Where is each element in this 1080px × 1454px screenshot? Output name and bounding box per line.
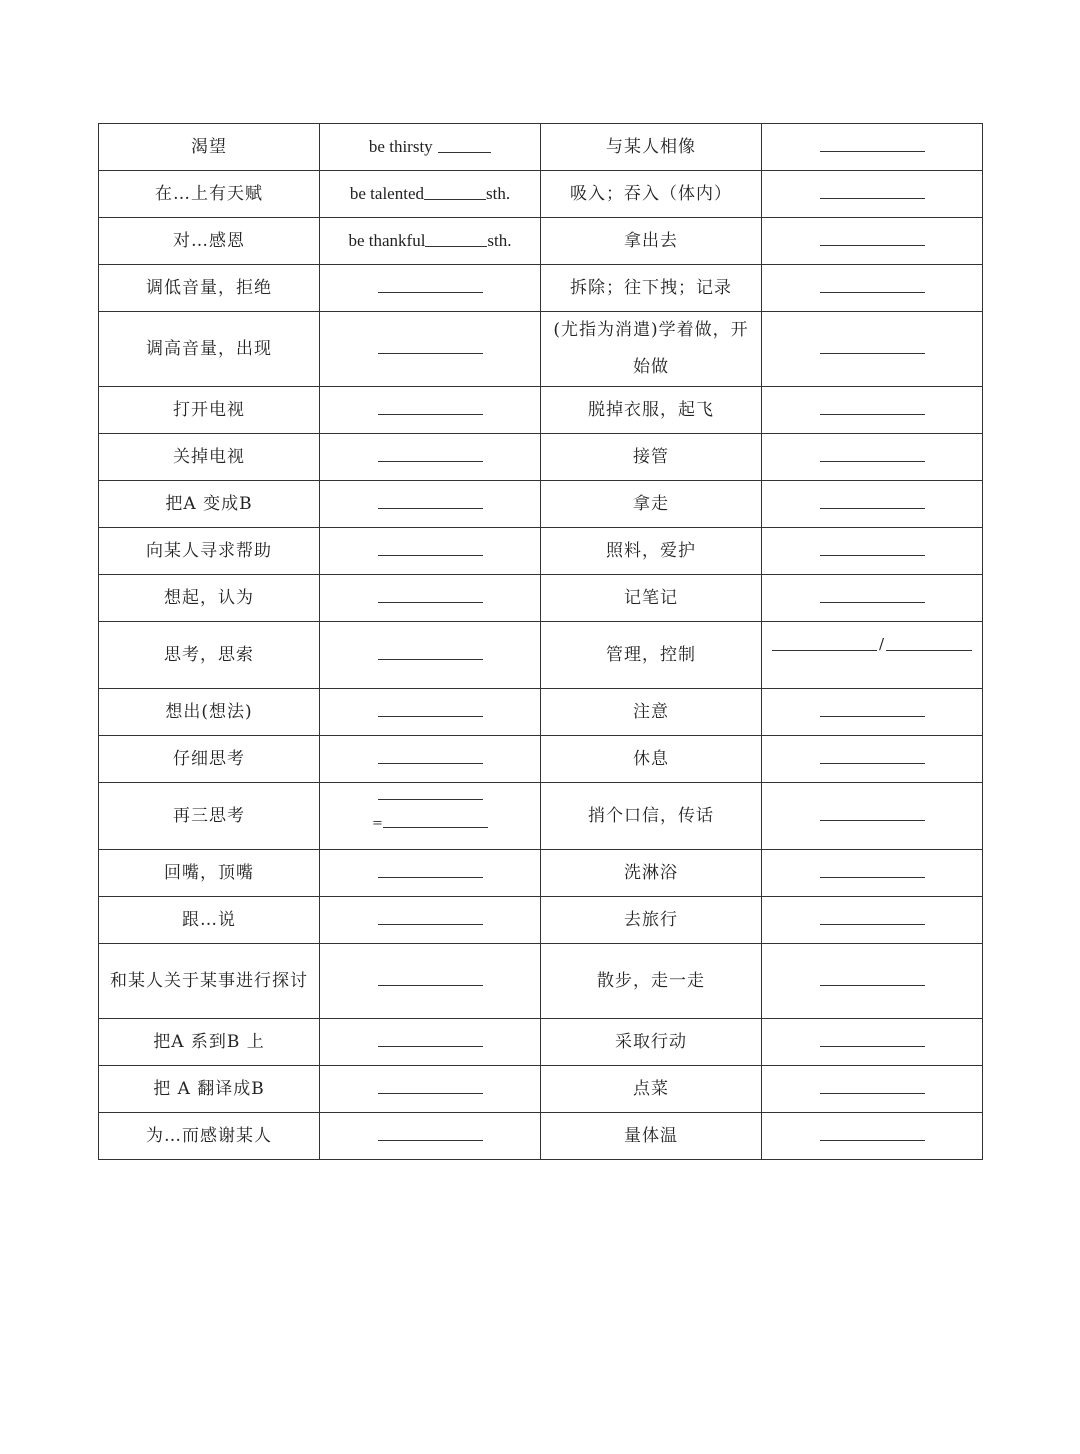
answer-cell (762, 622, 983, 689)
answer-blank[interactable] (378, 984, 483, 986)
answer-blank[interactable] (378, 291, 483, 293)
phrase-suffix: sth. (486, 184, 511, 203)
answer-blank[interactable] (378, 876, 483, 878)
answer-cell (320, 265, 541, 312)
table-row (99, 265, 983, 312)
chinese-meaning: 拿走 (541, 481, 762, 528)
phrase-text: be thirsty (368, 137, 433, 156)
phrase-text: be talented (349, 184, 424, 203)
vocabulary-table (98, 123, 983, 1160)
chinese-meaning: 去旅行 (541, 897, 762, 944)
chinese-meaning: 为…而感谢某人 (99, 1113, 320, 1160)
table-row (99, 1113, 983, 1160)
answer-blank[interactable] (820, 291, 925, 293)
answer-cell (762, 528, 983, 575)
chinese-meaning: 照料，爱护 (541, 528, 762, 575)
answer-cell (320, 736, 541, 783)
answer-blank[interactable] (820, 923, 925, 925)
table-row (99, 575, 983, 622)
answer-blank[interactable] (820, 197, 925, 199)
answer-blank[interactable] (378, 1045, 483, 1047)
chinese-meaning: 调高音量，出现 (99, 312, 320, 387)
answer-blank[interactable] (820, 1092, 925, 1094)
chinese-meaning: 关掉电视 (99, 434, 320, 481)
answer-cell (762, 850, 983, 897)
chinese-meaning: 注意 (541, 689, 762, 736)
chinese-meaning: 再三思考 (99, 783, 320, 850)
answer-blank[interactable] (820, 715, 925, 717)
table-row (99, 897, 983, 944)
table-row (99, 944, 983, 1019)
chinese-meaning: 量体温 (541, 1113, 762, 1160)
answer-blank[interactable] (424, 198, 486, 200)
answer-blank[interactable] (820, 1139, 925, 1141)
answer-cell (320, 850, 541, 897)
chinese-meaning: 调低音量，拒绝 (99, 265, 320, 312)
table-row (99, 622, 983, 689)
answer-blank[interactable] (378, 460, 483, 462)
chinese-meaning: 在…上有天赋 (99, 171, 320, 218)
answer-cell (320, 481, 541, 528)
equals-sign: = (372, 816, 383, 831)
chinese-meaning: 点菜 (541, 1066, 762, 1113)
answer-blank[interactable] (820, 244, 925, 246)
answer-cell (320, 434, 541, 481)
chinese-meaning: 把A 系到B 上 (99, 1019, 320, 1066)
table-row (99, 1019, 983, 1066)
answer-cell (320, 689, 541, 736)
english-phrase-cell (320, 171, 541, 218)
answer-cell (762, 312, 983, 387)
answer-cell (762, 736, 983, 783)
table-row (99, 434, 983, 481)
table-row (99, 481, 983, 528)
answer-blank[interactable] (378, 798, 483, 800)
chinese-meaning: 接管 (541, 434, 762, 481)
answer-blank[interactable] (820, 984, 925, 986)
chinese-meaning: 对…感恩 (99, 218, 320, 265)
english-phrase-cell (320, 218, 541, 265)
table-row (99, 387, 983, 434)
answer-blank[interactable] (772, 649, 877, 651)
answer-blank[interactable] (378, 413, 483, 415)
chinese-meaning: 想起，认为 (99, 575, 320, 622)
table-row (99, 736, 983, 783)
answer-cell (762, 218, 983, 265)
answer-blank[interactable] (820, 507, 925, 509)
chinese-meaning: 把 A 翻译成B (99, 1066, 320, 1113)
chinese-meaning: 和某人关于某事进行探讨 (99, 944, 320, 1019)
chinese-meaning: 吸入；吞入（体内） (541, 171, 762, 218)
chinese-meaning: 管理，控制 (541, 622, 762, 689)
chinese-meaning: 散步，走一走 (541, 944, 762, 1019)
chinese-meaning: 仔细思考 (99, 736, 320, 783)
chinese-meaning: 与某人相像 (541, 124, 762, 171)
answer-blank[interactable] (820, 1045, 925, 1047)
chinese-meaning: 脱掉衣服，起飞 (541, 387, 762, 434)
chinese-meaning: 渴望 (99, 124, 320, 171)
answer-cell (320, 897, 541, 944)
answer-blank[interactable] (886, 649, 972, 651)
table-row (99, 124, 983, 171)
chinese-meaning: 思考，思索 (99, 622, 320, 689)
answer-blank[interactable] (820, 819, 925, 821)
answer-blank[interactable] (378, 507, 483, 509)
answer-blank[interactable] (820, 150, 925, 152)
answer-cell (762, 481, 983, 528)
chinese-meaning: 想出(想法) (99, 689, 320, 736)
phrase-suffix: sth. (487, 231, 512, 250)
answer-blank[interactable] (820, 460, 925, 462)
answer-cell (762, 124, 983, 171)
answer-blank[interactable] (378, 352, 483, 354)
answer-cell (762, 387, 983, 434)
answer-blank[interactable] (378, 554, 483, 556)
table-row (99, 171, 983, 218)
answer-blank[interactable] (820, 762, 925, 764)
answer-blank[interactable] (378, 601, 483, 603)
answer-cell (762, 783, 983, 850)
double-answer (768, 637, 976, 651)
answer-cell (762, 897, 983, 944)
answer-blank[interactable] (378, 1092, 483, 1094)
chinese-meaning: 回嘴，顶嘴 (99, 850, 320, 897)
answer-cell (320, 387, 541, 434)
chinese-meaning: 拆除；往下拽；记录 (541, 265, 762, 312)
answer-cell (320, 783, 541, 850)
answer-blank[interactable] (820, 352, 925, 354)
answer-cell (320, 944, 541, 1019)
equals-line (372, 804, 488, 842)
answer-cell (762, 1066, 983, 1113)
table-row (99, 218, 983, 265)
table-row (99, 783, 983, 850)
answer-cell (762, 171, 983, 218)
chinese-meaning: 向某人寻求帮助 (99, 528, 320, 575)
chinese-meaning: 洗淋浴 (541, 850, 762, 897)
english-phrase-cell (320, 124, 541, 171)
answer-blank[interactable] (383, 826, 488, 828)
answer-blank[interactable] (425, 245, 487, 247)
answer-cell (762, 1019, 983, 1066)
answer-cell (762, 689, 983, 736)
answer-cell (762, 575, 983, 622)
slash-separator: / (878, 635, 885, 653)
answer-blank[interactable] (378, 923, 483, 925)
answer-cell (320, 622, 541, 689)
chinese-meaning: 采取行动 (541, 1019, 762, 1066)
answer-cell (762, 944, 983, 1019)
chinese-meaning: (尤指为消遣)学着做，开始做 (541, 312, 762, 387)
table-row (99, 528, 983, 575)
answer-cell (762, 434, 983, 481)
answer-blank[interactable] (820, 554, 925, 556)
chinese-meaning: 把A 变成B (99, 481, 320, 528)
answer-blank[interactable] (820, 876, 925, 878)
chinese-meaning: 记笔记 (541, 575, 762, 622)
chinese-meaning: 捎个口信，传话 (541, 783, 762, 850)
answer-cell (320, 1019, 541, 1066)
answer-cell (762, 265, 983, 312)
answer-cell (320, 575, 541, 622)
answer-blank[interactable] (378, 715, 483, 717)
answer-blank[interactable] (438, 151, 491, 153)
answer-blank[interactable] (820, 601, 925, 603)
table-row (99, 1066, 983, 1113)
answer-cell (320, 1113, 541, 1160)
chinese-meaning: 跟…说 (99, 897, 320, 944)
double-answer (326, 790, 534, 842)
table-row (99, 850, 983, 897)
answer-cell (320, 312, 541, 387)
answer-cell (320, 1066, 541, 1113)
answer-blank[interactable] (378, 1139, 483, 1141)
answer-blank[interactable] (378, 762, 483, 764)
phrase-text: be thankful (348, 231, 426, 250)
chinese-meaning: 拿出去 (541, 218, 762, 265)
answer-blank[interactable] (378, 658, 483, 660)
chinese-meaning: 打开电视 (99, 387, 320, 434)
answer-cell (762, 1113, 983, 1160)
chinese-meaning: 休息 (541, 736, 762, 783)
answer-blank[interactable] (820, 413, 925, 415)
answer-cell (320, 528, 541, 575)
table-row (99, 689, 983, 736)
table-row (99, 312, 983, 387)
